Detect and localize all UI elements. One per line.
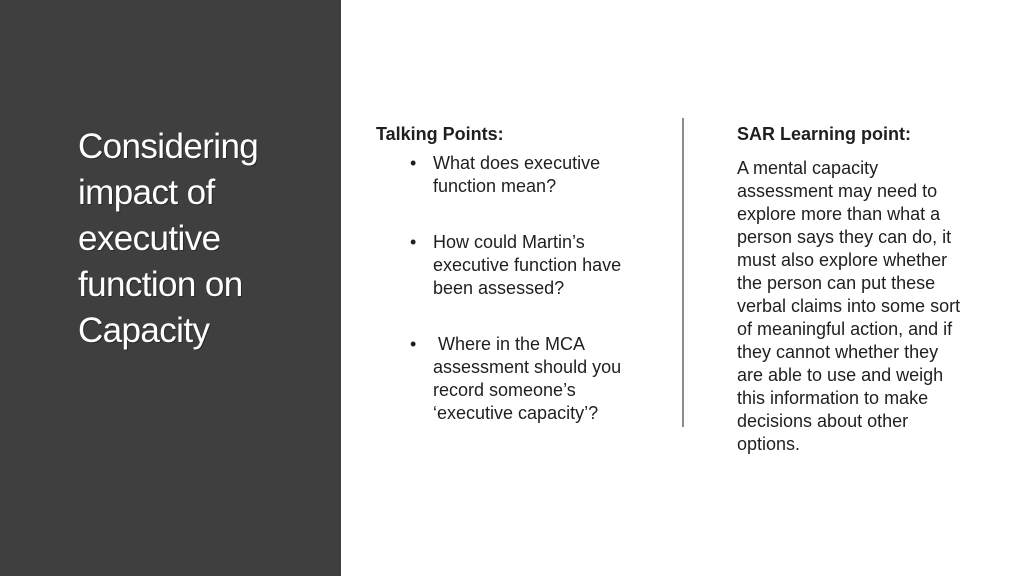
slide-title-line: impact of (78, 173, 215, 212)
slide-title-line: Considering (78, 127, 259, 166)
sar-body-line: they cannot whether they (737, 342, 939, 362)
talking-point-line: function mean? (433, 176, 557, 196)
talking-point-line: been assessed? (433, 278, 565, 298)
bullet-icon: • (410, 334, 417, 354)
sar-learning-heading: SAR Learning point: (737, 124, 911, 144)
talking-point-line: assessment should you (433, 357, 622, 377)
slide-title-line: executive (78, 219, 221, 258)
bullet-icon: • (410, 153, 417, 173)
sar-body-line: this information to make (737, 388, 929, 408)
sar-body-line: A mental capacity (737, 158, 879, 178)
talking-point-line: What does executive (433, 153, 601, 173)
talking-point-item (376, 231, 666, 300)
sar-body-line: explore more than what a (737, 204, 941, 224)
sar-body-line: are able to use and weigh (737, 365, 944, 385)
sar-body-line: person says they can do, it (737, 227, 952, 247)
talking-point-line: How could Martin’s (433, 232, 585, 252)
bullet-icon: • (410, 232, 417, 252)
slide-title-line: function on (78, 265, 243, 304)
sar-learning-body (737, 157, 997, 456)
talking-point-line: record someone’s (433, 380, 576, 400)
title-panel (0, 0, 341, 576)
talking-point-item (376, 152, 666, 198)
sar-body-line: of meaningful action, and if (737, 319, 953, 339)
sar-body-line: the person can put these (737, 273, 936, 293)
talking-point-line: executive function have (433, 255, 622, 275)
sar-body-line: assessment may need to (737, 181, 938, 201)
sar-body-line: must also explore whether (737, 250, 948, 270)
sar-body-line: verbal claims into some sort (737, 296, 961, 316)
slide-title (78, 124, 328, 354)
talking-point-item (376, 333, 666, 425)
talking-point-line: ‘executive capacity’? (433, 403, 599, 423)
sar-body-line: options. (737, 434, 801, 454)
talking-points-heading: Talking Points: (376, 124, 504, 144)
talking-points-list (376, 152, 666, 425)
talking-point-line: Where in the MCA (433, 334, 586, 354)
talking-points-section (376, 123, 666, 458)
column-divider (682, 118, 684, 427)
sar-learning-section (737, 123, 997, 456)
sar-body-line: decisions about other (737, 411, 909, 431)
slide-title-line: Capacity (78, 311, 210, 350)
